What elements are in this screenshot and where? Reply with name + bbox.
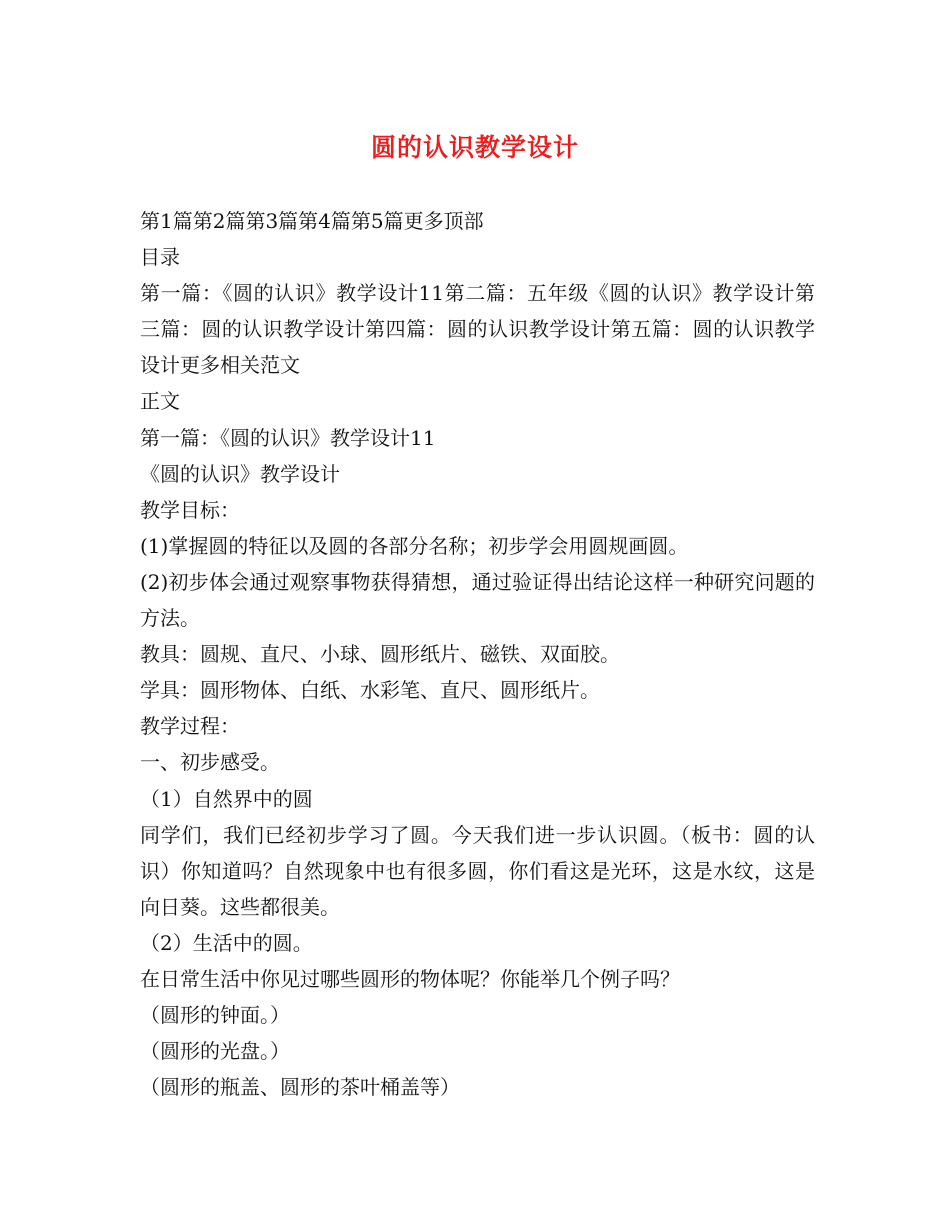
objectives-heading: 教学目标： — [140, 497, 240, 522]
process-heading: 教学过程： — [140, 714, 240, 739]
section-nav-links[interactable]: 第1篇第2篇第3篇第4篇第5篇更多顶部 — [140, 209, 484, 233]
chapter-heading: 第一篇：《圆的认识》教学设计11 — [140, 425, 436, 450]
lesson-title: 《圆的认识》教学设计 — [140, 461, 340, 486]
body-paragraph: 同学们，我们已经初步学习了圆。今天我们进一步认识圆。（板书：圆的认识）你知道吗？自然现象中也有很多圆，你们看这是光环，这是水纹，这是向日葵。这些都很美。 — [140, 822, 815, 919]
objective-item: (2)初步体会通过观察事物获得猜想，通过验证得出结论这样一种研究问题的方法。 — [140, 569, 815, 631]
student-tools: 学具：圆形物体、白纸、水彩笔、直尺、圆形纸片。 — [140, 678, 600, 703]
example-item: （圆形的光盘。） — [140, 1039, 290, 1064]
body-heading: 正文 — [140, 389, 180, 414]
sub-step-heading: （1）自然界中的圆 — [140, 786, 313, 811]
document-body — [140, 203, 815, 1105]
toc-heading: 目录 — [140, 245, 180, 270]
example-item: （圆形的钟面。） — [140, 1003, 290, 1028]
teaching-tools: 教具：圆规、直尺、小球、圆形纸片、磁铁、双面胶。 — [140, 642, 620, 667]
sub-step-heading: （2）生活中的圆。 — [140, 930, 313, 955]
step-heading: 一、初步感受。 — [140, 750, 280, 775]
document-title: 圆的认识教学设计 — [370, 133, 579, 162]
objective-item: (1)掌握圆的特征以及圆的各部分名称；初步学会用圆规画圆。 — [140, 533, 689, 558]
body-paragraph: 在日常生活中你见过哪些圆形的物体呢？你能举几个例子吗？ — [140, 966, 680, 991]
example-item: （圆形的瓶盖、圆形的茶叶桶盖等） — [140, 1075, 460, 1100]
toc-list: 第一篇：《圆的认识》教学设计11第二篇：五年级《圆的认识》教学设计第三篇：圆的认识教学设计第四篇：圆的认识教学设计第五篇：圆的认识教学设计更多相关范文 — [140, 281, 815, 378]
